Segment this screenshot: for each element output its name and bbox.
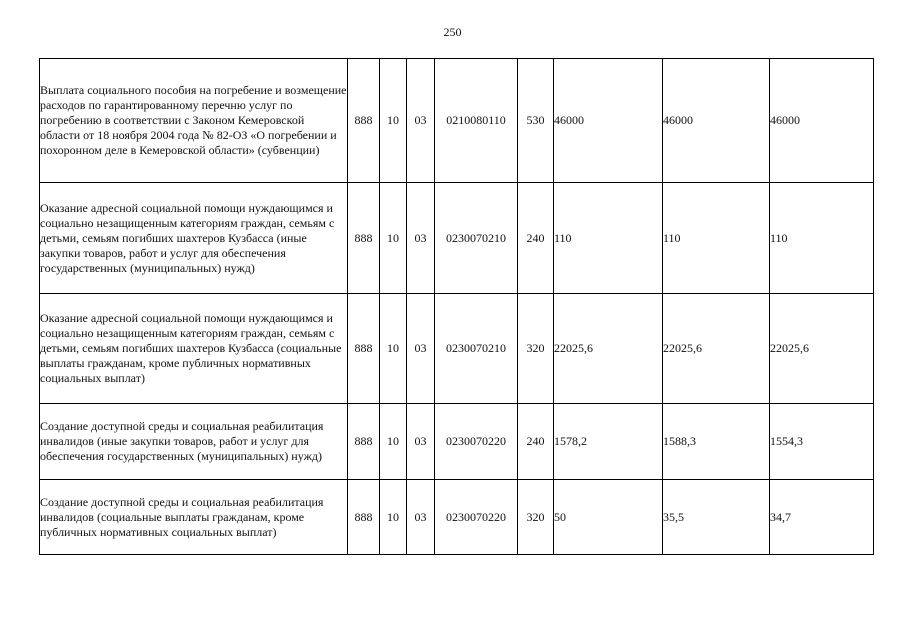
ministry-code-cell: 888 <box>348 294 380 404</box>
expense-type-cell: 320 <box>518 294 554 404</box>
page-number: 250 <box>443 25 462 39</box>
section-code-cell: 10 <box>380 480 407 555</box>
amount-cell-2: 35,5 <box>663 480 770 555</box>
table-row <box>40 59 874 183</box>
budget-table <box>39 58 874 555</box>
row-name-cell: Создание доступной среды и социальная реабилитация инвалидов (социальные выплаты гражданам, кроме публичных нормативных социальных выплат) <box>40 480 348 555</box>
amount-cell-2: 22025,6 <box>663 294 770 404</box>
table-row <box>40 183 874 294</box>
expense-type-cell: 320 <box>518 480 554 555</box>
amount-cell-3: 110 <box>770 183 874 294</box>
ministry-code-cell: 888 <box>348 404 380 480</box>
amount-cell-3: 22025,6 <box>770 294 874 404</box>
table-row <box>40 480 874 555</box>
amount-cell-3: 34,7 <box>770 480 874 555</box>
row-name-cell: Выплата социального пособия на погребение и возмещение расходов по гарантированному перечню услуг по погребению в соответствии с Законом Кемеровской области от 18 ноября 2004 года № 82-ОЗ «О погребении и похоронном деле в Кемеровской области» (субвенции) <box>40 59 348 183</box>
amount-cell-1: 110 <box>554 183 663 294</box>
ministry-code-cell: 888 <box>348 59 380 183</box>
expense-type-cell: 530 <box>518 59 554 183</box>
target-article-cell: 0210080110 <box>435 59 518 183</box>
ministry-code-cell: 888 <box>348 183 380 294</box>
target-article-cell: 0230070220 <box>435 404 518 480</box>
amount-cell-1: 46000 <box>554 59 663 183</box>
subsection-code-cell: 03 <box>407 59 435 183</box>
target-article-cell: 0230070210 <box>435 183 518 294</box>
amount-cell-3: 46000 <box>770 59 874 183</box>
row-name-cell: Создание доступной среды и социальная реабилитация инвалидов (иные закупки товаров, работ и услуг для обеспечения государственных (муниципальных) нужд) <box>40 404 348 480</box>
amount-cell-1: 50 <box>554 480 663 555</box>
row-name-cell: Оказание адресной социальной помощи нуждающимся и социально незащищенным категориям граждан, семьям с детьми, семьям погибших шахтеров Кузбасса (иные закупки товаров, работ и услуг для обеспечения государственных (муниципальных) нужд) <box>40 183 348 294</box>
table-row <box>40 404 874 480</box>
subsection-code-cell: 03 <box>407 294 435 404</box>
amount-cell-2: 110 <box>663 183 770 294</box>
amount-cell-2: 1588,3 <box>663 404 770 480</box>
amount-cell-1: 1578,2 <box>554 404 663 480</box>
section-code-cell: 10 <box>380 404 407 480</box>
table-row <box>40 294 874 404</box>
target-article-cell: 0230070220 <box>435 480 518 555</box>
section-code-cell: 10 <box>380 183 407 294</box>
amount-cell-1: 22025,6 <box>554 294 663 404</box>
row-name-cell: Оказание адресной социальной помощи нуждающимся и социально незащищенным категориям граждан, семьям с детьми, семьям погибших шахтеров Кузбасса (социальные выплаты гражданам, кроме публичных нормативных социальных выплат) <box>40 294 348 404</box>
target-article-cell: 0230070210 <box>435 294 518 404</box>
amount-cell-3: 1554,3 <box>770 404 874 480</box>
section-code-cell: 10 <box>380 59 407 183</box>
subsection-code-cell: 03 <box>407 480 435 555</box>
subsection-code-cell: 03 <box>407 404 435 480</box>
ministry-code-cell: 888 <box>348 480 380 555</box>
expense-type-cell: 240 <box>518 404 554 480</box>
section-code-cell: 10 <box>380 294 407 404</box>
expense-type-cell: 240 <box>518 183 554 294</box>
subsection-code-cell: 03 <box>407 183 435 294</box>
amount-cell-2: 46000 <box>663 59 770 183</box>
